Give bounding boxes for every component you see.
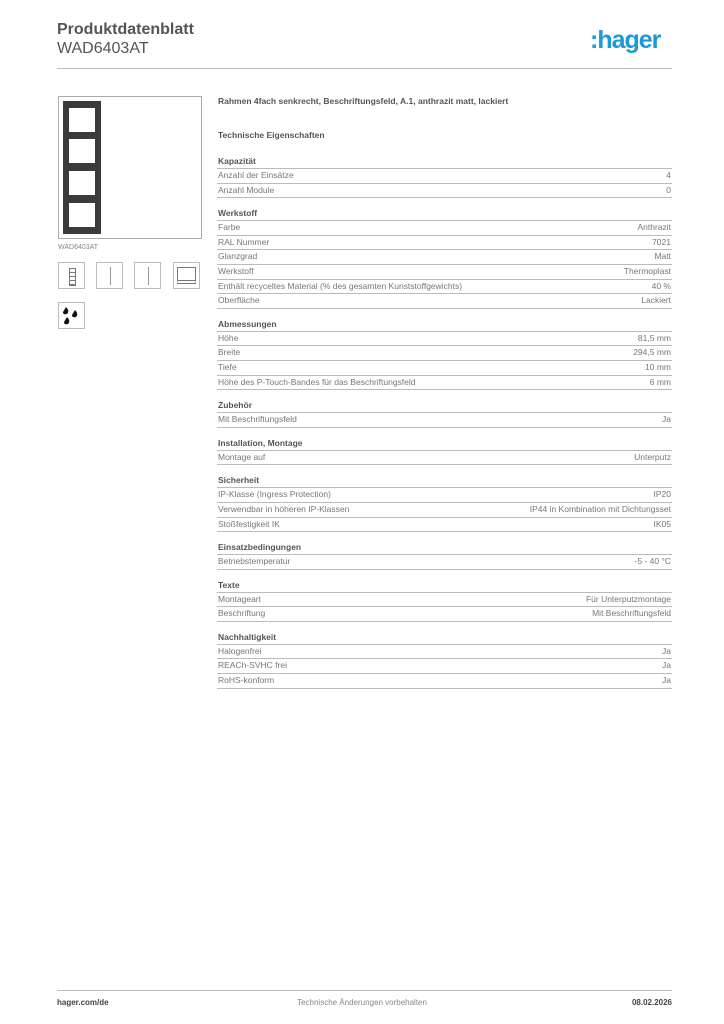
spec-label: Stoßfestigkeit IK: [218, 518, 280, 529]
spec-row: [217, 607, 672, 622]
product-image: [58, 96, 202, 239]
footer-website[interactable]: hager.com/de: [57, 998, 109, 1007]
tech-heading: Technische Eigenschaften: [218, 130, 325, 140]
footer-divider: [57, 990, 672, 991]
spec-row: [217, 361, 672, 376]
spec-value: 6 mm: [649, 376, 671, 387]
spec-label: Halogenfrei: [218, 645, 262, 656]
spec-value: 4: [666, 170, 671, 180]
footer-note: Technische Änderungen vorbehalten: [297, 998, 427, 1007]
spec-value: IP44 in Kombination mit Dichtungsset: [529, 503, 671, 514]
spec-value: 7021: [652, 236, 671, 247]
spec-value: Anthrazit: [637, 222, 671, 233]
spec-value: Lackiert: [641, 295, 671, 306]
spec-value: 40 %: [651, 280, 671, 291]
spec-value: Ja: [662, 645, 671, 656]
spec-row: [217, 674, 672, 689]
spec-row: [217, 294, 672, 309]
product-description: Rahmen 4fach senkrecht, Beschriftungsfeld, A.1, anthrazit matt, lackiert: [218, 96, 509, 106]
spec-label: REACh-SVHC frei: [218, 660, 287, 671]
spec-value: IK05: [653, 518, 671, 529]
section-heading: Sicherheit: [217, 474, 672, 488]
spec-row: [217, 645, 672, 660]
spec-value: Thermoplast: [623, 265, 671, 276]
spec-label: RoHS-konform: [218, 675, 275, 686]
spec-label: IP-Klasse (Ingress Protection): [218, 489, 331, 500]
hager-logo: :hager: [590, 26, 661, 54]
spec-value: Ja: [662, 414, 671, 425]
spec-value: 10 mm: [645, 361, 671, 372]
spec-value: Für Unterputzmontage: [585, 593, 671, 604]
spec-row: [217, 488, 672, 503]
spec-value: 0: [666, 184, 671, 195]
spec-section: [217, 631, 672, 689]
spec-row: [217, 451, 672, 466]
section-heading: Kapazität: [217, 155, 672, 169]
header-divider: [57, 68, 672, 69]
spec-row: [217, 236, 672, 251]
spec-row: [217, 280, 672, 295]
spec-row: [217, 346, 672, 361]
spec-label: Montageart: [218, 593, 261, 604]
spec-value: Mit Beschriftungsfeld: [592, 608, 671, 619]
section-heading: Texte: [217, 579, 672, 593]
spec-section: [217, 318, 672, 390]
section-heading: Zubehör: [217, 399, 672, 413]
spec-label: RAL Nummer: [218, 236, 270, 247]
spec-label: Anzahl der Einsätze: [218, 170, 294, 180]
spec-section: [217, 474, 672, 532]
spec-value: 294,5 mm: [633, 347, 671, 358]
line-icon: [96, 262, 123, 289]
spec-label: Betriebstemperatur: [218, 556, 291, 567]
spec-value: Ja: [662, 660, 671, 671]
image-caption: WAD6403AT: [58, 244, 99, 251]
spec-row: [217, 169, 672, 184]
water-drops-icon: [58, 302, 85, 329]
spec-row: [217, 659, 672, 674]
section-heading: Abmessungen: [217, 318, 672, 332]
specs-table: [217, 155, 672, 698]
spec-row: [217, 555, 672, 570]
spec-value: Matt: [654, 251, 671, 262]
spec-label: Höhe des P-Touch-Bandes für das Beschriftungsfeld: [218, 376, 416, 387]
spec-section: [217, 579, 672, 622]
frame-4-vertical-icon: [58, 262, 85, 289]
spec-label: Anzahl Module: [218, 184, 275, 195]
spec-label: Höhe: [218, 332, 239, 343]
spec-row: [217, 518, 672, 533]
spec-section: [217, 399, 672, 428]
spec-value: Ja: [662, 675, 671, 686]
spec-value: IP20: [653, 489, 671, 500]
spec-label: Beschriftung: [218, 608, 266, 619]
spec-row: [217, 593, 672, 608]
spec-row: [217, 376, 672, 391]
section-heading: Installation, Montage: [217, 437, 672, 451]
spec-value: 81,5 mm: [637, 332, 671, 343]
section-heading: Einsatzbedingungen: [217, 541, 672, 555]
line-icon: [134, 262, 161, 289]
spec-value: Unterputz: [634, 451, 671, 462]
spec-section: [217, 541, 672, 570]
spec-row: [217, 265, 672, 280]
spec-row: [217, 250, 672, 265]
spec-row: [217, 184, 672, 199]
section-heading: Nachhaltigkeit: [217, 631, 672, 645]
label-field-icon: [173, 262, 200, 289]
footer-date: 08.02.2026: [631, 998, 672, 1007]
section-heading: Werkstoff: [217, 207, 672, 221]
spec-row: [217, 221, 672, 236]
spec-label: Werkstoff: [218, 265, 254, 276]
spec-label: Mit Beschriftungsfeld: [218, 414, 297, 425]
page-title: Produktdatenblatt: [57, 21, 194, 38]
spec-label: Enthält recyceltes Material (% des gesamten Kunststoffgewichts): [218, 280, 463, 291]
spec-value: -5 - 40 °C: [634, 556, 671, 567]
spec-label: Montage auf: [218, 451, 266, 462]
spec-label: Breite: [218, 347, 241, 358]
spec-row: [217, 503, 672, 518]
frame-illustration: [63, 101, 101, 234]
spec-row: [217, 413, 672, 428]
product-code: WAD6403AT: [57, 40, 149, 57]
spec-label: Verwendbar in höheren IP-Klassen: [218, 503, 350, 514]
spec-section: [217, 437, 672, 466]
spec-section: [217, 207, 672, 309]
spec-label: Oberfläche: [218, 295, 260, 306]
spec-section: [217, 155, 672, 198]
spec-label: Glanzgrad: [218, 251, 258, 262]
spec-row: [217, 332, 672, 347]
spec-label: Tiefe: [218, 361, 237, 372]
spec-label: Farbe: [218, 222, 241, 233]
